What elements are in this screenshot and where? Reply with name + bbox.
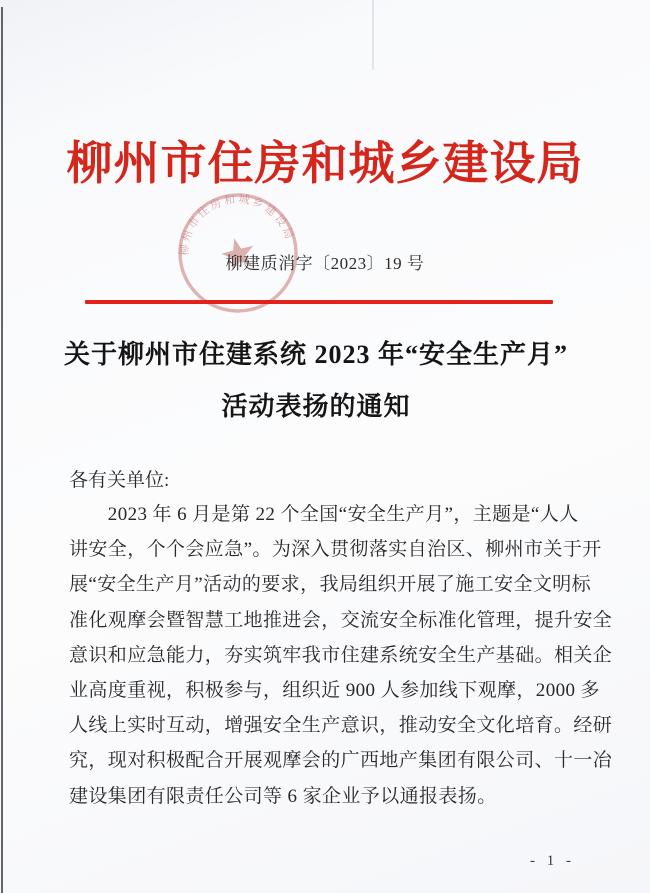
body-text-line: 究，现对积极配合开展观摩会的广西地产集团有限公司、十一冶 xyxy=(69,750,613,772)
salutation: 各有关单位: xyxy=(69,470,170,491)
agency-letterhead: 柳州市住房和城乡建设局 xyxy=(66,138,584,189)
body-text-line: 准化观摩会暨智慧工地推进会，交流安全标准化管理，提升安全 xyxy=(69,609,613,631)
body-text-line: 意识和应急能力，夯实筑牢我市住建系统安全生产基础。相关企 xyxy=(69,644,613,666)
body-text-line: 讲安全，个个会应急”。为深入贯彻落实自治区、柳州市关于开 xyxy=(69,539,602,561)
page-number: - 1 - xyxy=(530,853,575,869)
body-text-line: 展“安全生产月”活动的要求，我局组织开展了施工安全文明标 xyxy=(69,574,592,596)
scan-fold-line xyxy=(372,0,374,70)
body-text-line: 人线上实时互动，增强安全生产意识，推动安全文化培育。经研 xyxy=(69,715,613,737)
notice-title-line1: 关于柳州市住建系统 2023 年“安全生产月” xyxy=(63,340,568,369)
body-text-line: 业高度重视，积极参与，组织近 900 人参加线下观摩，2000 多 xyxy=(69,679,600,701)
notice-title-line2: 活动表扬的通知 xyxy=(221,392,411,421)
body-text-line: 2023 年 6 月是第 22 个全国“安全生产月”，主题是“人人 xyxy=(69,504,579,525)
body-paragraph xyxy=(69,497,629,814)
document-number: 柳建质消字〔2023〕19 号 xyxy=(225,254,425,273)
body-text-line: 建设集团有限责任公司等 6 家企业予以通报表扬。 xyxy=(69,785,497,807)
red-separator-rule xyxy=(85,300,553,304)
seal-arc-text: 柳州市住房和城乡建设局 xyxy=(178,193,296,257)
